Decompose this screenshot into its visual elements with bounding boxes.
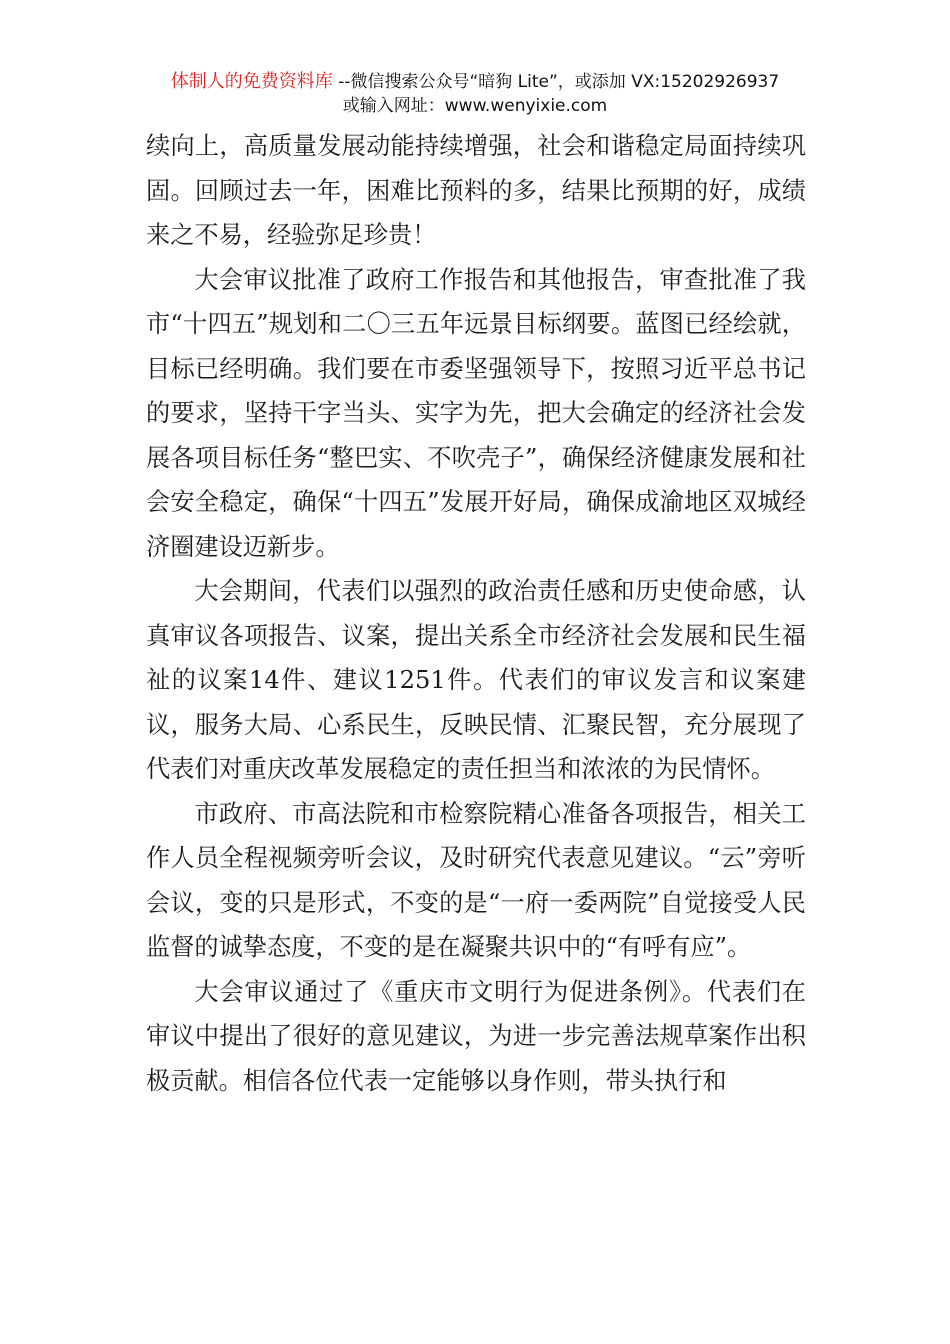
document-body <box>146 124 806 1103</box>
paragraph: 市政府、市高法院和市检察院精心准备各项报告，相关工作人员全程视频旁听会议，及时研究代表意见建议。“云”旁听会议，变的只是形式，不变的是“一府一委两院”自觉接受人民监督的诚挚态度，不变的是在凝聚共识中的“有呼有应”。 <box>146 799 806 961</box>
page-header <box>0 70 950 118</box>
header-website: 或输入网址：www.wenyixie.com <box>342 96 608 116</box>
header-brand: 体制人的免费资料库 <box>170 71 333 92</box>
paragraph: 大会审议通过了《重庆市文明行为促进条例》。代表们在审议中提出了很好的意见建议，为进一步完善法规草案作出积极贡献。相信各位代表一定能够以身作则，带头执行和 <box>146 977 806 1095</box>
paragraph: 大会审议批准了政府工作报告和其他报告，审查批准了我市“十四五”规划和二〇三五年远景目标纲要。蓝图已经绘就，目标已经明确。我们要在市委坚强领导下，按照习近平总书记的要求，坚持干字当头、实字为先，把大会确定的经济社会发展各项目标任务“整巴实、不吹壳子”，确保经济健康发展和社会安全稳定，确保“十四五”发展开好局，确保成渝地区双城经济圈建设迈新步。 <box>146 265 806 561</box>
header-line-1 <box>0 70 950 94</box>
paragraph: 续向上，高质量发展动能持续增强，社会和谐稳定局面持续巩固。回顾过去一年，困难比预料的多，结果比预期的好，成绩来之不易，经验弥足珍贵！ <box>146 132 806 249</box>
paragraph: 大会期间，代表们以强烈的政治责任感和历史使命感，认真审议各项报告、议案，提出关系全市经济社会发展和民生福祉的议案14件、建议1251件。代表们的审议发言和议案建议，服务大局、心系民生，反映民情、汇聚民智，充分展现了代表们对重庆改革发展稳定的责任担当和浓浓的为民情怀。 <box>146 577 806 783</box>
header-contact: --微信搜索公众号“暗狗 Lite”，或添加 VX:15202926937 <box>332 72 780 92</box>
